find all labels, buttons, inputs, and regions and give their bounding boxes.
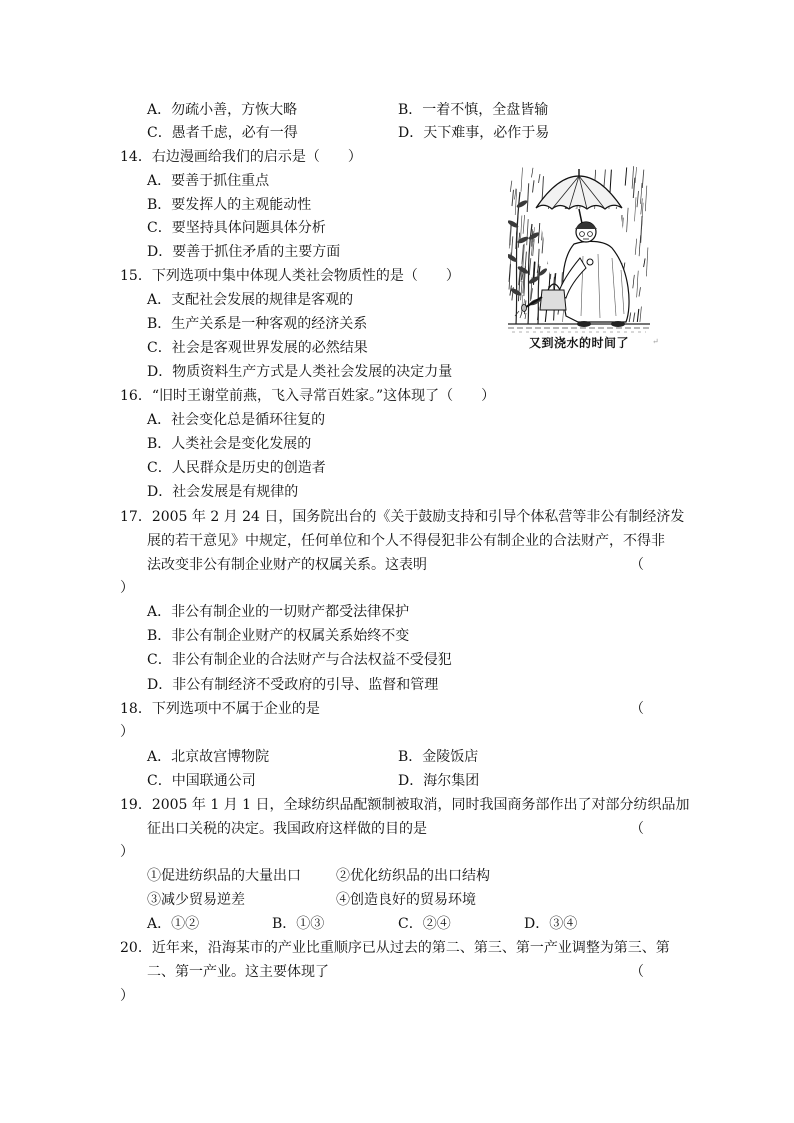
rain-line (512, 190, 514, 206)
q19-option-c: C．②④ (398, 916, 451, 932)
q19-answer-paren-close: ） (120, 844, 134, 860)
q19-item-1: ①促进纺织品的大量出口 (147, 868, 301, 884)
q20-answer-paren-close: ） (120, 988, 134, 1004)
q19-item-4: ④创造良好的贸易环境 (336, 892, 476, 908)
q17-stem-line-2: 展的若干意见》中规定，任何单位和个人不得侵犯非公有制企业的合法财产，不得非 (147, 533, 665, 549)
rain-line (515, 189, 517, 200)
q17-option-b: B．非公有制企业财产的权属关系始终不变 (147, 628, 410, 644)
water-drops (520, 312, 522, 318)
rain-line (523, 215, 525, 234)
rain-line (635, 167, 637, 183)
q14-option-c: C．要坚持具体问题具体分析 (147, 220, 326, 236)
rain-line (633, 313, 635, 322)
q14-option-b: B．要发挥人的主观能动性 (147, 197, 312, 213)
rain-line (521, 168, 523, 192)
paragraph-mark: ↵ (652, 337, 659, 346)
q17-option-c: C．非公有制企业的合法财产与合法权益不受侵犯 (147, 652, 452, 668)
q15-option-a: A．支配社会发展的规律是客观的 (147, 292, 354, 308)
q16-option-d: D．社会发展是有规律的 (147, 484, 299, 500)
q18-answer-paren-close: ） (120, 724, 134, 740)
q14-option-a: A．要善于抓住重点 (147, 173, 270, 189)
q17-answer-paren-close: ） (120, 580, 134, 596)
q20-stem-line-1: 20．近年来，沿海某市的产业比重顺序已从过去的第二、第三、第一产业调整为第三、第 (120, 940, 670, 956)
rain-line (610, 170, 612, 195)
q17-option-a: A．非公有制企业的一切财产都受法律保护 (147, 604, 410, 620)
rain-line (539, 174, 541, 183)
q15-option-d: D．物质资料生产方式是人类社会发展的决定力量 (147, 364, 453, 380)
q18-answer-paren-open: （ (630, 701, 644, 717)
q19-stem-line-1: 19．2005 年 1 月 1 日，全球纺织品配额制被取消，同时我国商务部作出了对部分纺织品加 (120, 797, 690, 813)
rain-line (532, 168, 534, 178)
q15-option-c: C．社会是客观世界发展的必然结果 (147, 340, 368, 356)
rain-line (635, 239, 637, 255)
q18-option-d: D．海尔集团 (398, 773, 480, 789)
q19-option-d: D．③④ (524, 916, 578, 932)
rain-line (510, 181, 512, 192)
q17-stem-line-1: 17．2005 年 2 月 24 日，国务院出台的《关于鼓励支持和引导个体私营等非公有制经济发 (120, 509, 685, 525)
q13-option-c: C．愚者千虑，必有一得 (147, 125, 298, 141)
hand (587, 259, 593, 265)
q13-option-a: A．勿疏小善，方恢大略 (147, 102, 298, 118)
rain-line (511, 236, 513, 258)
boot-left (577, 321, 591, 327)
q15-stem: 15．下列选项中集中体现人类社会物质性的是（ ） (120, 268, 460, 284)
rain-line (527, 219, 529, 245)
q17-stem-line-3: 法改变非公有制企业财产的权属关系。这表明 (147, 557, 427, 573)
rain-line (637, 271, 639, 298)
q18-option-a: A．北京故宫博物院 (147, 749, 270, 765)
q16-stem: 16．“旧时王谢堂前燕，飞入寻常百姓家。”这体现了（ ） (120, 388, 496, 404)
q13-option-b: B．一着不慎，全盘皆输 (398, 102, 549, 118)
q18-option-c: C．中国联通公司 (147, 773, 256, 789)
rain-line (642, 170, 644, 188)
q19-item-2: ②优化纺织品的出口结构 (336, 868, 490, 884)
rain-line (641, 198, 643, 214)
q20-stem-line-2: 二、第一产业。这主要体现了 (147, 964, 329, 980)
rain-line (629, 313, 631, 322)
rain-line (627, 208, 629, 232)
q14-option-d: D．要善于抓住矛盾的主要方面 (147, 244, 341, 260)
rain-line (640, 307, 642, 323)
rain-line (646, 248, 648, 277)
q18-stem: 18．下列选项中不属于企业的是 (120, 701, 320, 717)
cartoon-illustration (508, 166, 650, 334)
rain-line (633, 275, 635, 288)
rain-line (604, 170, 606, 188)
rain-line (521, 281, 523, 300)
rain-line (527, 183, 529, 212)
rain-line (637, 191, 639, 207)
q14-stem: 14．右边漫画给我们的启示是（ ） (120, 149, 362, 165)
q17-option-d: D．非公有制经济不受政府的引导、监督和管理 (147, 677, 439, 693)
q19-stem-line-2: 征出口关税的决定。我国政府这样做的目的是 (147, 821, 427, 837)
rain-line (632, 166, 634, 189)
q19-option-b: B．①③ (272, 916, 325, 932)
rain-line (644, 258, 646, 267)
rain-line (641, 216, 643, 243)
q19-item-3: ③减少贸易逆差 (147, 892, 245, 908)
rain-line (633, 178, 635, 198)
rain-line (639, 287, 641, 296)
q16-option-c: C．人民群众是历史的创造者 (147, 460, 326, 476)
q18-option-b: B．金陵饭店 (398, 749, 479, 765)
rain-line (635, 197, 637, 221)
q19-answer-paren-open: （ (630, 821, 644, 837)
q15-option-b: B．生产关系是一种客观的经济关系 (147, 316, 368, 332)
rain-line (645, 186, 647, 212)
q17-answer-paren-open: （ (630, 557, 644, 573)
q16-option-b: B．人类社会是变化发展的 (147, 436, 312, 452)
q13-option-d: D．天下难事，必作于易 (398, 125, 550, 141)
rain-line (625, 167, 627, 185)
q19-option-a: A．①② (147, 916, 200, 932)
rain-line (533, 180, 535, 192)
rain-line (637, 309, 639, 322)
boot-right (611, 321, 625, 327)
q16-option-a: A．社会变化总是循环往复的 (147, 412, 326, 428)
q20-answer-paren-open: （ (630, 964, 644, 980)
cartoon-caption: 又到浇水的时间了 (528, 336, 629, 350)
